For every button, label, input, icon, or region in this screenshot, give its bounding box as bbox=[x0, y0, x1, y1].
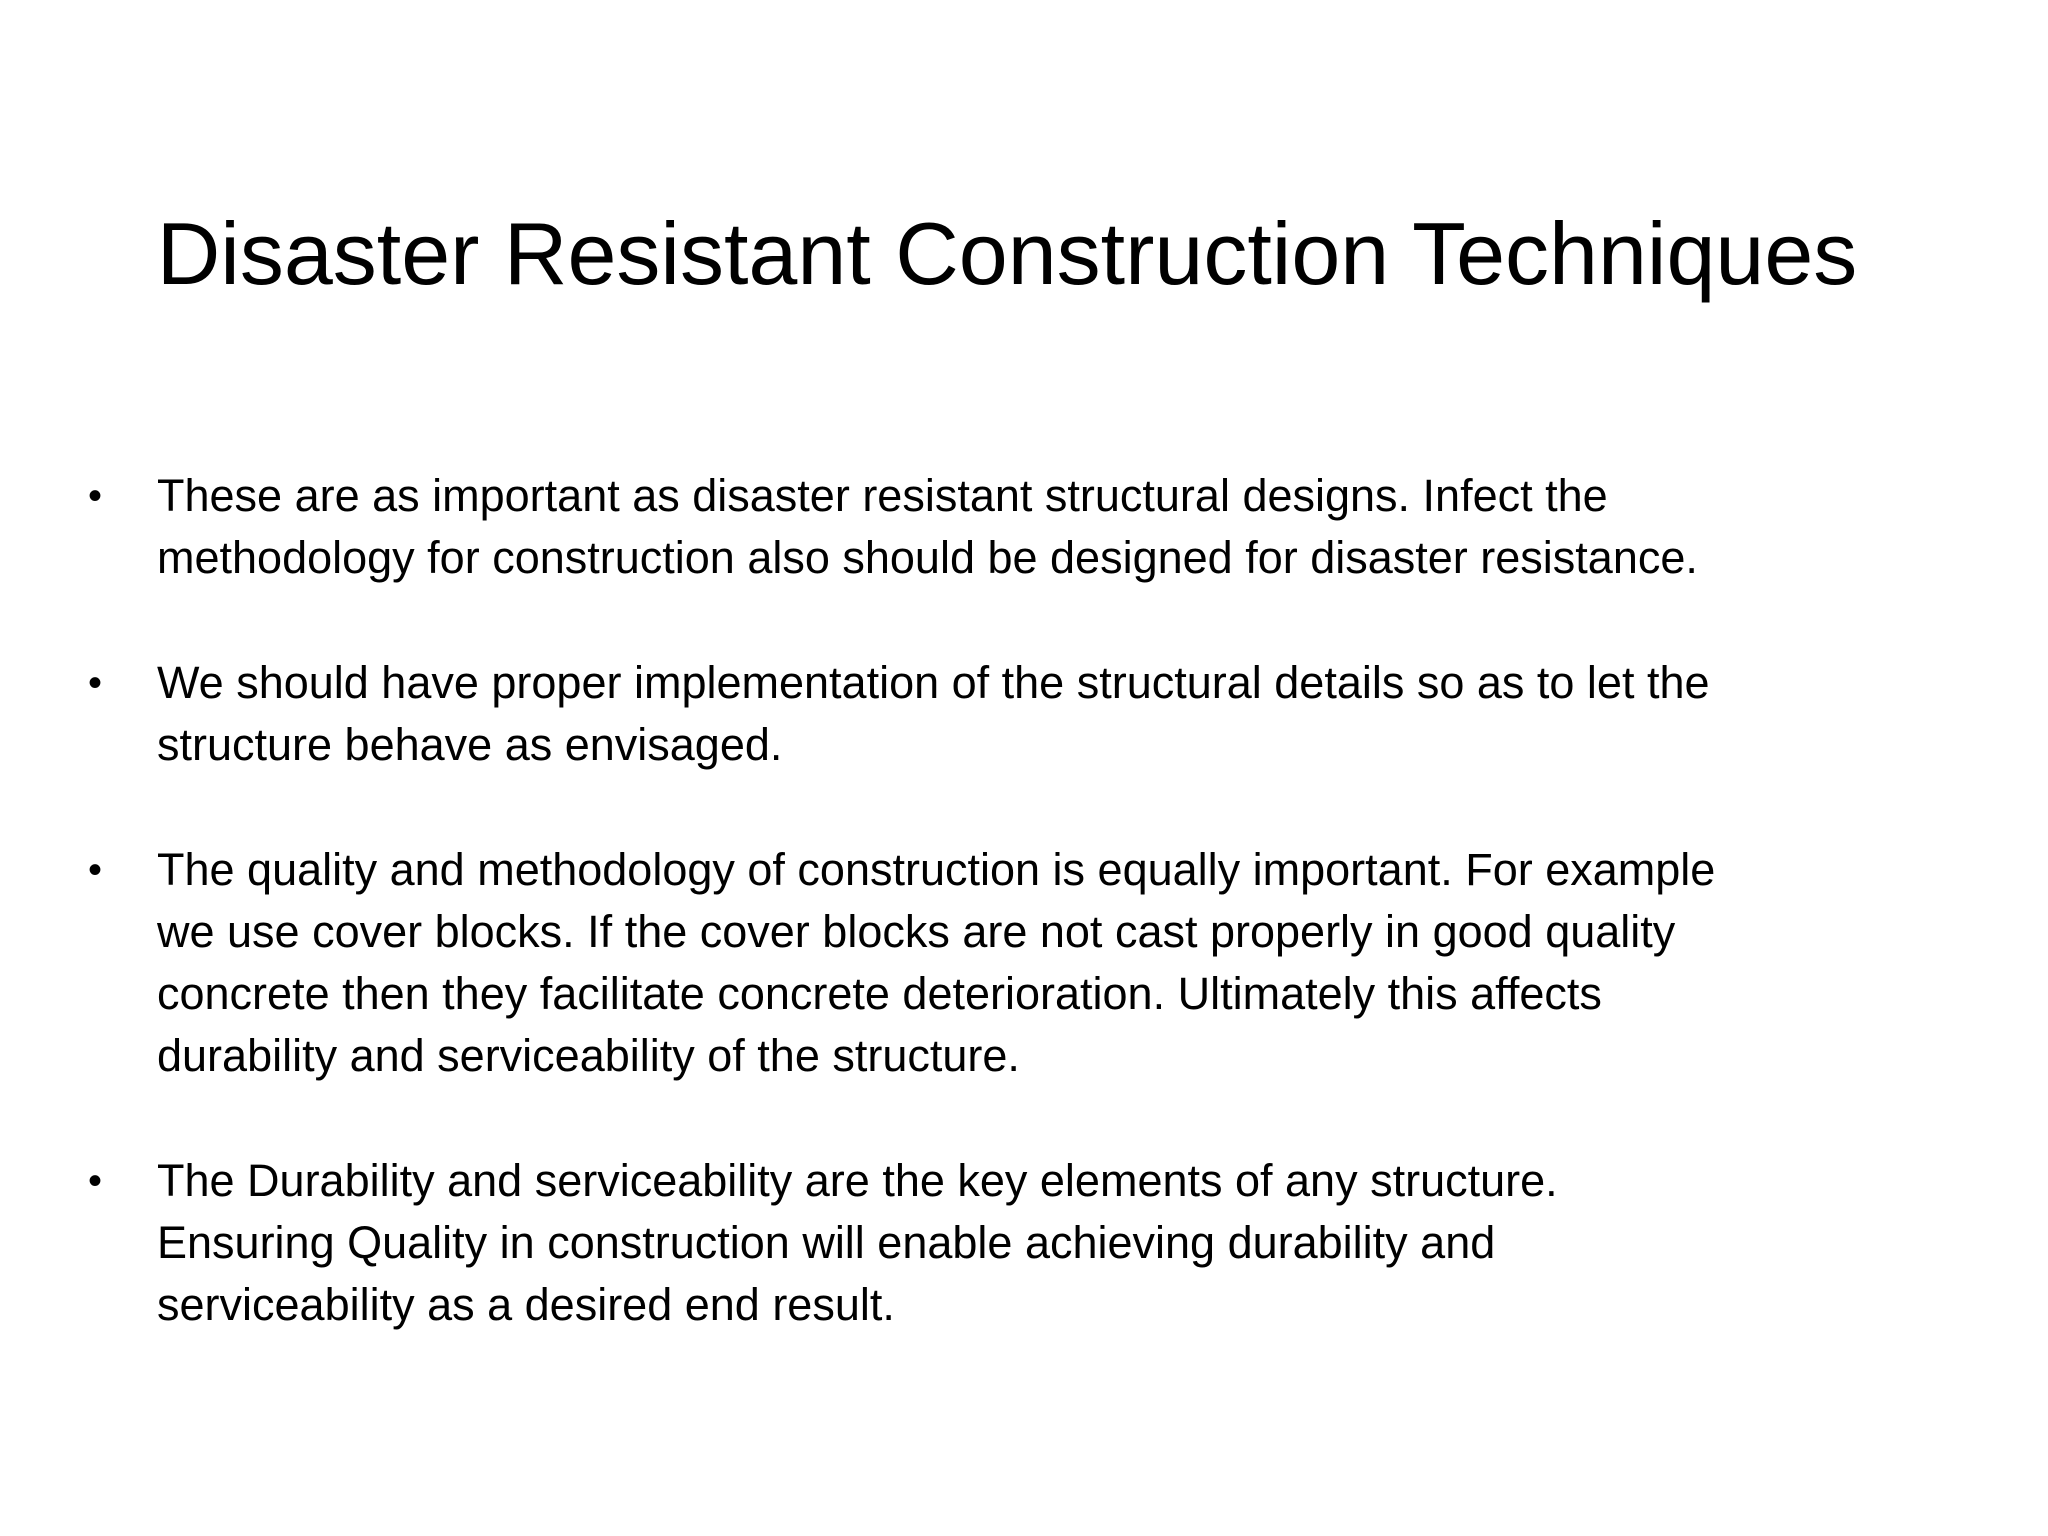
bullet-item bbox=[84, 839, 1984, 1087]
bullet-line: we use cover blocks. If the cover blocks are not cast properly in good quality bbox=[157, 906, 1676, 957]
bullet-line: The Durability and serviceability are the key elements of any structure. bbox=[157, 1155, 1558, 1206]
bullet-icon: • bbox=[88, 661, 103, 705]
bullet-line: concrete then they facilitate concrete deterioration. Ultimately this affects bbox=[157, 968, 1602, 1019]
bullet-text bbox=[157, 465, 1984, 589]
bullet-line: Ensuring Quality in construction will enable achieving durability and bbox=[157, 1217, 1496, 1268]
bullet-item bbox=[84, 652, 1984, 776]
bullet-text bbox=[157, 1150, 1984, 1336]
bullet-line: We should have proper implementation of the structural details so as to let the bbox=[157, 657, 1710, 708]
bullet-text bbox=[157, 839, 1984, 1087]
bullet-line: serviceability as a desired end result. bbox=[157, 1279, 895, 1330]
bullet-line: structure behave as envisaged. bbox=[157, 719, 783, 770]
bullet-list bbox=[84, 465, 1984, 1336]
bullet-line: durability and serviceability of the structure. bbox=[157, 1030, 1020, 1081]
bullet-icon: • bbox=[88, 1159, 103, 1203]
bullet-item bbox=[84, 465, 1984, 589]
bullet-line: methodology for construction also should be designed for disaster resistance. bbox=[157, 532, 1698, 583]
bullet-line: The quality and methodology of construction is equally important. For example bbox=[157, 844, 1716, 895]
bullet-line: These are as important as disaster resistant structural designs. Infect the bbox=[157, 470, 1608, 521]
bullet-text bbox=[157, 652, 1984, 776]
bullet-icon: • bbox=[88, 474, 103, 518]
slide-title: Disaster Resistant Construction Techniques bbox=[156, 204, 1858, 303]
bullet-icon: • bbox=[88, 848, 103, 892]
bullet-item bbox=[84, 1150, 1984, 1336]
